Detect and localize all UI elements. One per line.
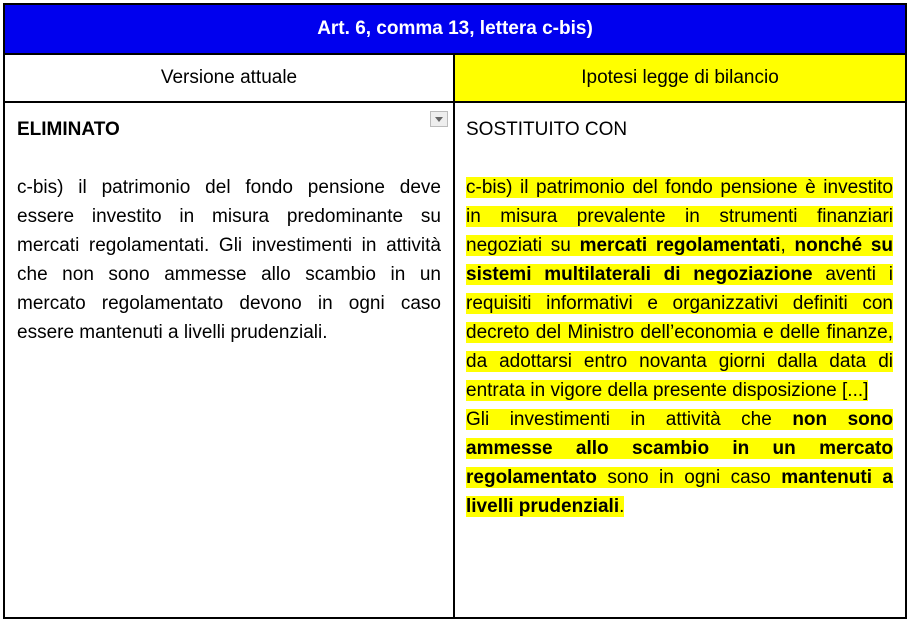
highlighted-text: , bbox=[780, 235, 795, 256]
comparison-table bbox=[3, 3, 907, 619]
proposed-heading: SOSTITUITO CON bbox=[466, 119, 628, 140]
dropdown-arrow-icon[interactable] bbox=[430, 111, 448, 127]
highlighted-bold-text: mercati regolamentati bbox=[579, 235, 781, 256]
table-title: Art. 6, comma 13, lettera c-bis) bbox=[5, 5, 905, 55]
highlighted-bold-text: non sono ammesse allo scambio in un mercato regolamentato bbox=[466, 409, 894, 488]
highlighted-text: c-bis) il patrimonio del fondo pensione è investito in misura prevalente in strumenti finanziari negoziati su bbox=[466, 177, 893, 256]
column-header-current: Versione attuale bbox=[5, 55, 455, 103]
highlighted-text: Gli investimenti in attività che bbox=[466, 409, 793, 430]
proposed-version-cell bbox=[455, 103, 905, 617]
current-version-cell bbox=[5, 103, 455, 617]
current-heading: ELIMINATO bbox=[17, 119, 120, 140]
highlighted-bold-text: nonché su sistemi multilaterali di negoziazione bbox=[466, 235, 893, 285]
current-text: c-bis) il patrimonio del fondo pensione deve essere investito in misura predominante su mercati regolamentati. Gli investimenti in attività che non sono ammesse allo scambio in un mercato regolamentato devono in ogni caso essere mantenuti a livelli prudenziali. bbox=[17, 177, 441, 343]
highlighted-bold-text: mantenuti a livelli prudenziali bbox=[466, 467, 893, 517]
highlighted-text: . bbox=[619, 496, 625, 517]
proposed-text bbox=[466, 173, 893, 521]
highlighted-text: sono in ogni caso bbox=[596, 467, 782, 488]
column-header-proposed: Ipotesi legge di bilancio bbox=[455, 55, 905, 103]
highlighted-text: aventi i requisiti informativi e organizzativi definiti con decreto del Ministro dell’economia e delle finanze, da adottarsi entro novanta giorni dalla data di entrata in vigore della presente disposizione [...] bbox=[466, 264, 893, 401]
